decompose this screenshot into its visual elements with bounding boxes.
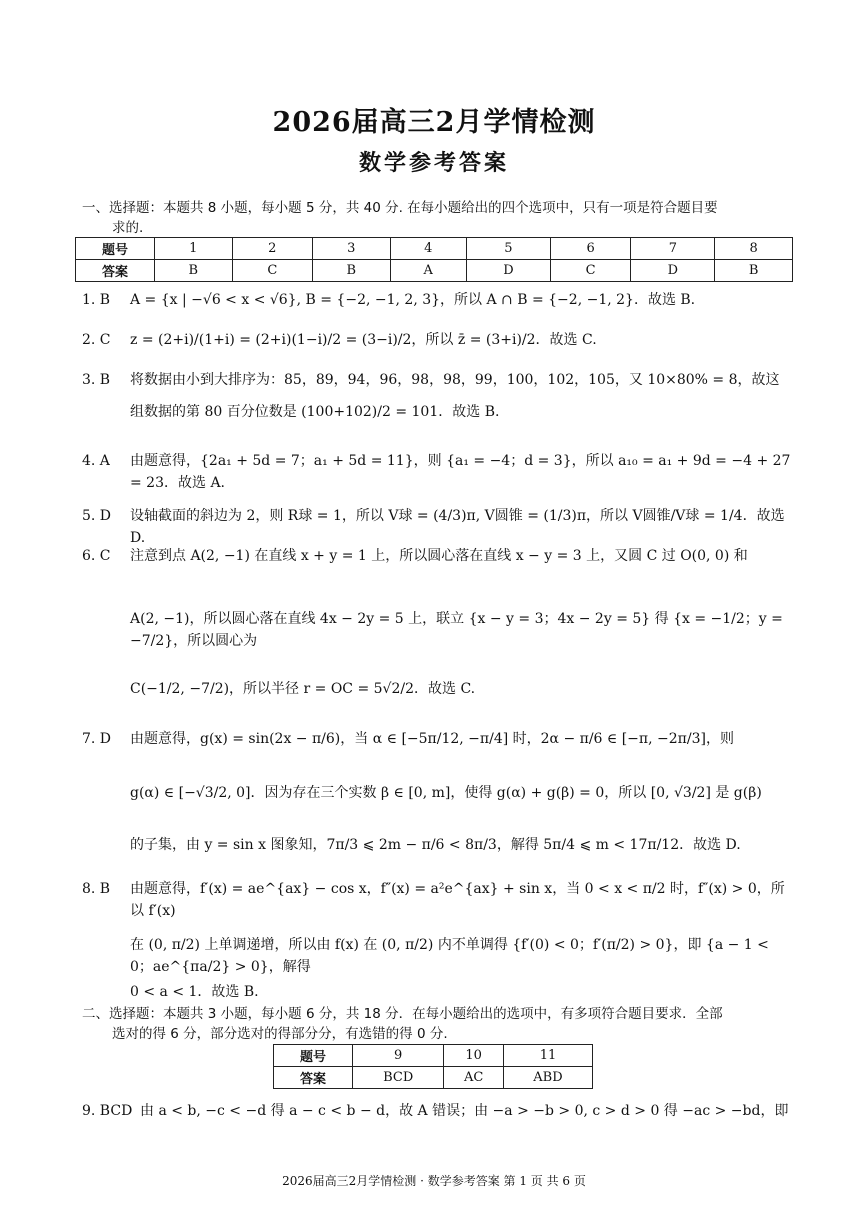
solution-text: 设轴截面的斜边为 2，则 R球 = 1，所以 V球 = (4/3)π, V圆锥 = (1/3)π，所以 V圆锥/V球 = 1/4．故选 D. (130, 508, 785, 546)
table-cell: C (232, 260, 312, 282)
solution-4 (82, 450, 792, 494)
solution-7-line2: g(α) ∈ [−√3/2, 0]．因为存在三个实数 β ∈ [0, m]，使得 g(α) + g(β) = 0，所以 [0, √3/2] 是 g(β) (130, 785, 762, 801)
table-cell: A (390, 260, 466, 282)
table-cell: C (550, 260, 630, 282)
table-row (76, 260, 793, 282)
solution-8-line3: 0 < a < 1．故选 B. (130, 984, 259, 1000)
table-row (274, 1067, 593, 1089)
table-cell: ABD (503, 1067, 592, 1089)
table-cell: 10 (444, 1045, 504, 1067)
table-cell: AC (444, 1067, 504, 1089)
solution-text: 注意到点 A(2, −1) 在直线 x + y = 1 上，所以圆心落在直线 x − y = 3 上，又圆 C 过 O(0, 0) 和 (130, 548, 748, 564)
solution-text: 由题意得，{2a₁ + 5d = 7；a₁ + 5d = 11}，则 {a₁ = −4；d = 3}，所以 a₁₀ = a₁ + 9d = −4 + 27 = 23．故选 A. (130, 453, 791, 491)
solution-3-line2: 组数据的第 80 百分位数是 (100+102)/2 = 101．故选 B. (130, 404, 500, 420)
table-cell: 5 (466, 238, 550, 260)
table-cell: 3 (313, 238, 391, 260)
solution-number: 5. D (82, 508, 112, 524)
solution-8 (82, 878, 792, 922)
section2-heading-line2: 选对的得 6 分，部分选对的得部分分，有选错的得 0 分. (112, 1026, 448, 1042)
table-cell: 4 (390, 238, 466, 260)
table-cell: 9 (353, 1045, 444, 1067)
page-footer: 2026届高三2月学情检测 · 数学参考答案 第 1 页 共 6 页 (282, 1174, 586, 1188)
solution-text: z = (2+i)/(1+i) = (2+i)(1−i)/2 = (3−i)/2，所以 z̄ = (3+i)/2．故选 C. (130, 332, 597, 348)
table-row (76, 238, 793, 260)
solution-number: 7. D (82, 731, 112, 747)
solution-7 (82, 728, 792, 750)
table-cell: B (313, 260, 391, 282)
section1-heading (82, 198, 792, 238)
solution-text: A = {x | −√6 < x < √6}, B = {−2, −1, 2, 3}，所以 A ∩ B = {−2, −1, 2}．故选 B. (130, 292, 696, 308)
solution-8-line2: 在 (0, π/2) 上单调递增，所以由 f(x) 在 (0, π/2) 内不单调得 {f′(0) < 0；f′(π/2) > 0}，即 {a − 1 < 0；ae^{πa/2} > 0}，解得 (130, 937, 769, 975)
solution-number: 3. B (82, 372, 111, 388)
table-cell: BCD (353, 1067, 444, 1089)
solution-6-line3: C(−1/2, −7/2)，所以半径 r = OC = 5√2/2．故选 C. (130, 681, 476, 697)
solution-number: 6. C (82, 548, 111, 564)
solution-6-line2: A(2, −1)，所以圆心落在直线 4x − 2y = 5 上，联立 {x − y = 3；4x − 2y = 5} 得 {x = −1/2；y = −7/2}，所以圆心为 (130, 611, 783, 649)
solution-9 (82, 1100, 792, 1122)
section2-answer-table (273, 1044, 593, 1089)
solution-2 (82, 329, 792, 351)
table-cell: 11 (503, 1045, 592, 1067)
solution-text: 将数据由小到大排序为：85，89，94，96，98，98，99，100，102，105，又 10×80% = 8，故这 (130, 372, 780, 388)
table-cell: 6 (550, 238, 630, 260)
solution-number: 4. A (82, 453, 110, 469)
document-title: 2026届高三2月学情检测 (272, 107, 596, 138)
solution-7-line3: 的子集，由 y = sin x 图象知，7π/3 ⩽ 2m − π/6 < 8π/3，解得 5π/4 ⩽ m < 17π/12．故选 D. (130, 837, 741, 853)
solution-text: 由题意得，g(x) = sin(2x − π/6)，当 α ∈ [−5π/12, −π/4] 时，2α − π/6 ∈ [−π, −2π/3]，则 (130, 731, 734, 747)
solution-3 (82, 369, 792, 391)
table-cell: B (715, 260, 793, 282)
table-cell: 8 (715, 238, 793, 260)
solution-number: 9. BCD (82, 1103, 133, 1119)
solution-6 (82, 545, 792, 567)
document-subtitle: 数学参考答案 (358, 150, 509, 176)
table-cell: 1 (155, 238, 233, 260)
solution-text: 由题意得，f′(x) = ae^{ax} − cos x，f″(x) = a²e^{ax} + sin x，当 0 < x < π/2 时，f″(x) > 0，所以 f′(x) (130, 881, 785, 919)
section1-heading-line1: 一、选择题：本题共 8 小题，每小题 5 分，共 40 分. 在每小题给出的四个选项中，只有一项是符合题目要 (82, 200, 718, 216)
table-row-label: 答案 (76, 260, 155, 282)
table-cell: 2 (232, 238, 312, 260)
section1-answer-table (75, 237, 793, 282)
table-row (274, 1045, 593, 1067)
solution-number: 2. C (82, 332, 111, 348)
table-cell: B (155, 260, 233, 282)
solution-1 (82, 289, 792, 311)
solution-number: 8. B (82, 881, 111, 897)
table-cell: D (466, 260, 550, 282)
table-cell: 7 (631, 238, 715, 260)
table-row-label: 答案 (274, 1067, 353, 1089)
solution-number: 1. B (82, 292, 111, 308)
solution-5 (82, 505, 792, 549)
solution-text: 由 a < b, −c < −d 得 a − c < b − d，故 A 错误；由 −a > −b > 0, c > d > 0 得 −ac > −bd，即 (140, 1103, 789, 1119)
table-row-label: 题号 (274, 1045, 353, 1067)
table-cell: D (631, 260, 715, 282)
section1-heading-line2: 求的. (112, 220, 144, 236)
section2-heading (82, 1004, 792, 1044)
section2-heading-line1: 二、选择题：本题共 3 小题，每小题 6 分，共 18 分．在每小题给出的选项中，有多项符合题目要求．全部 (82, 1006, 723, 1022)
table-row-label: 题号 (76, 238, 155, 260)
